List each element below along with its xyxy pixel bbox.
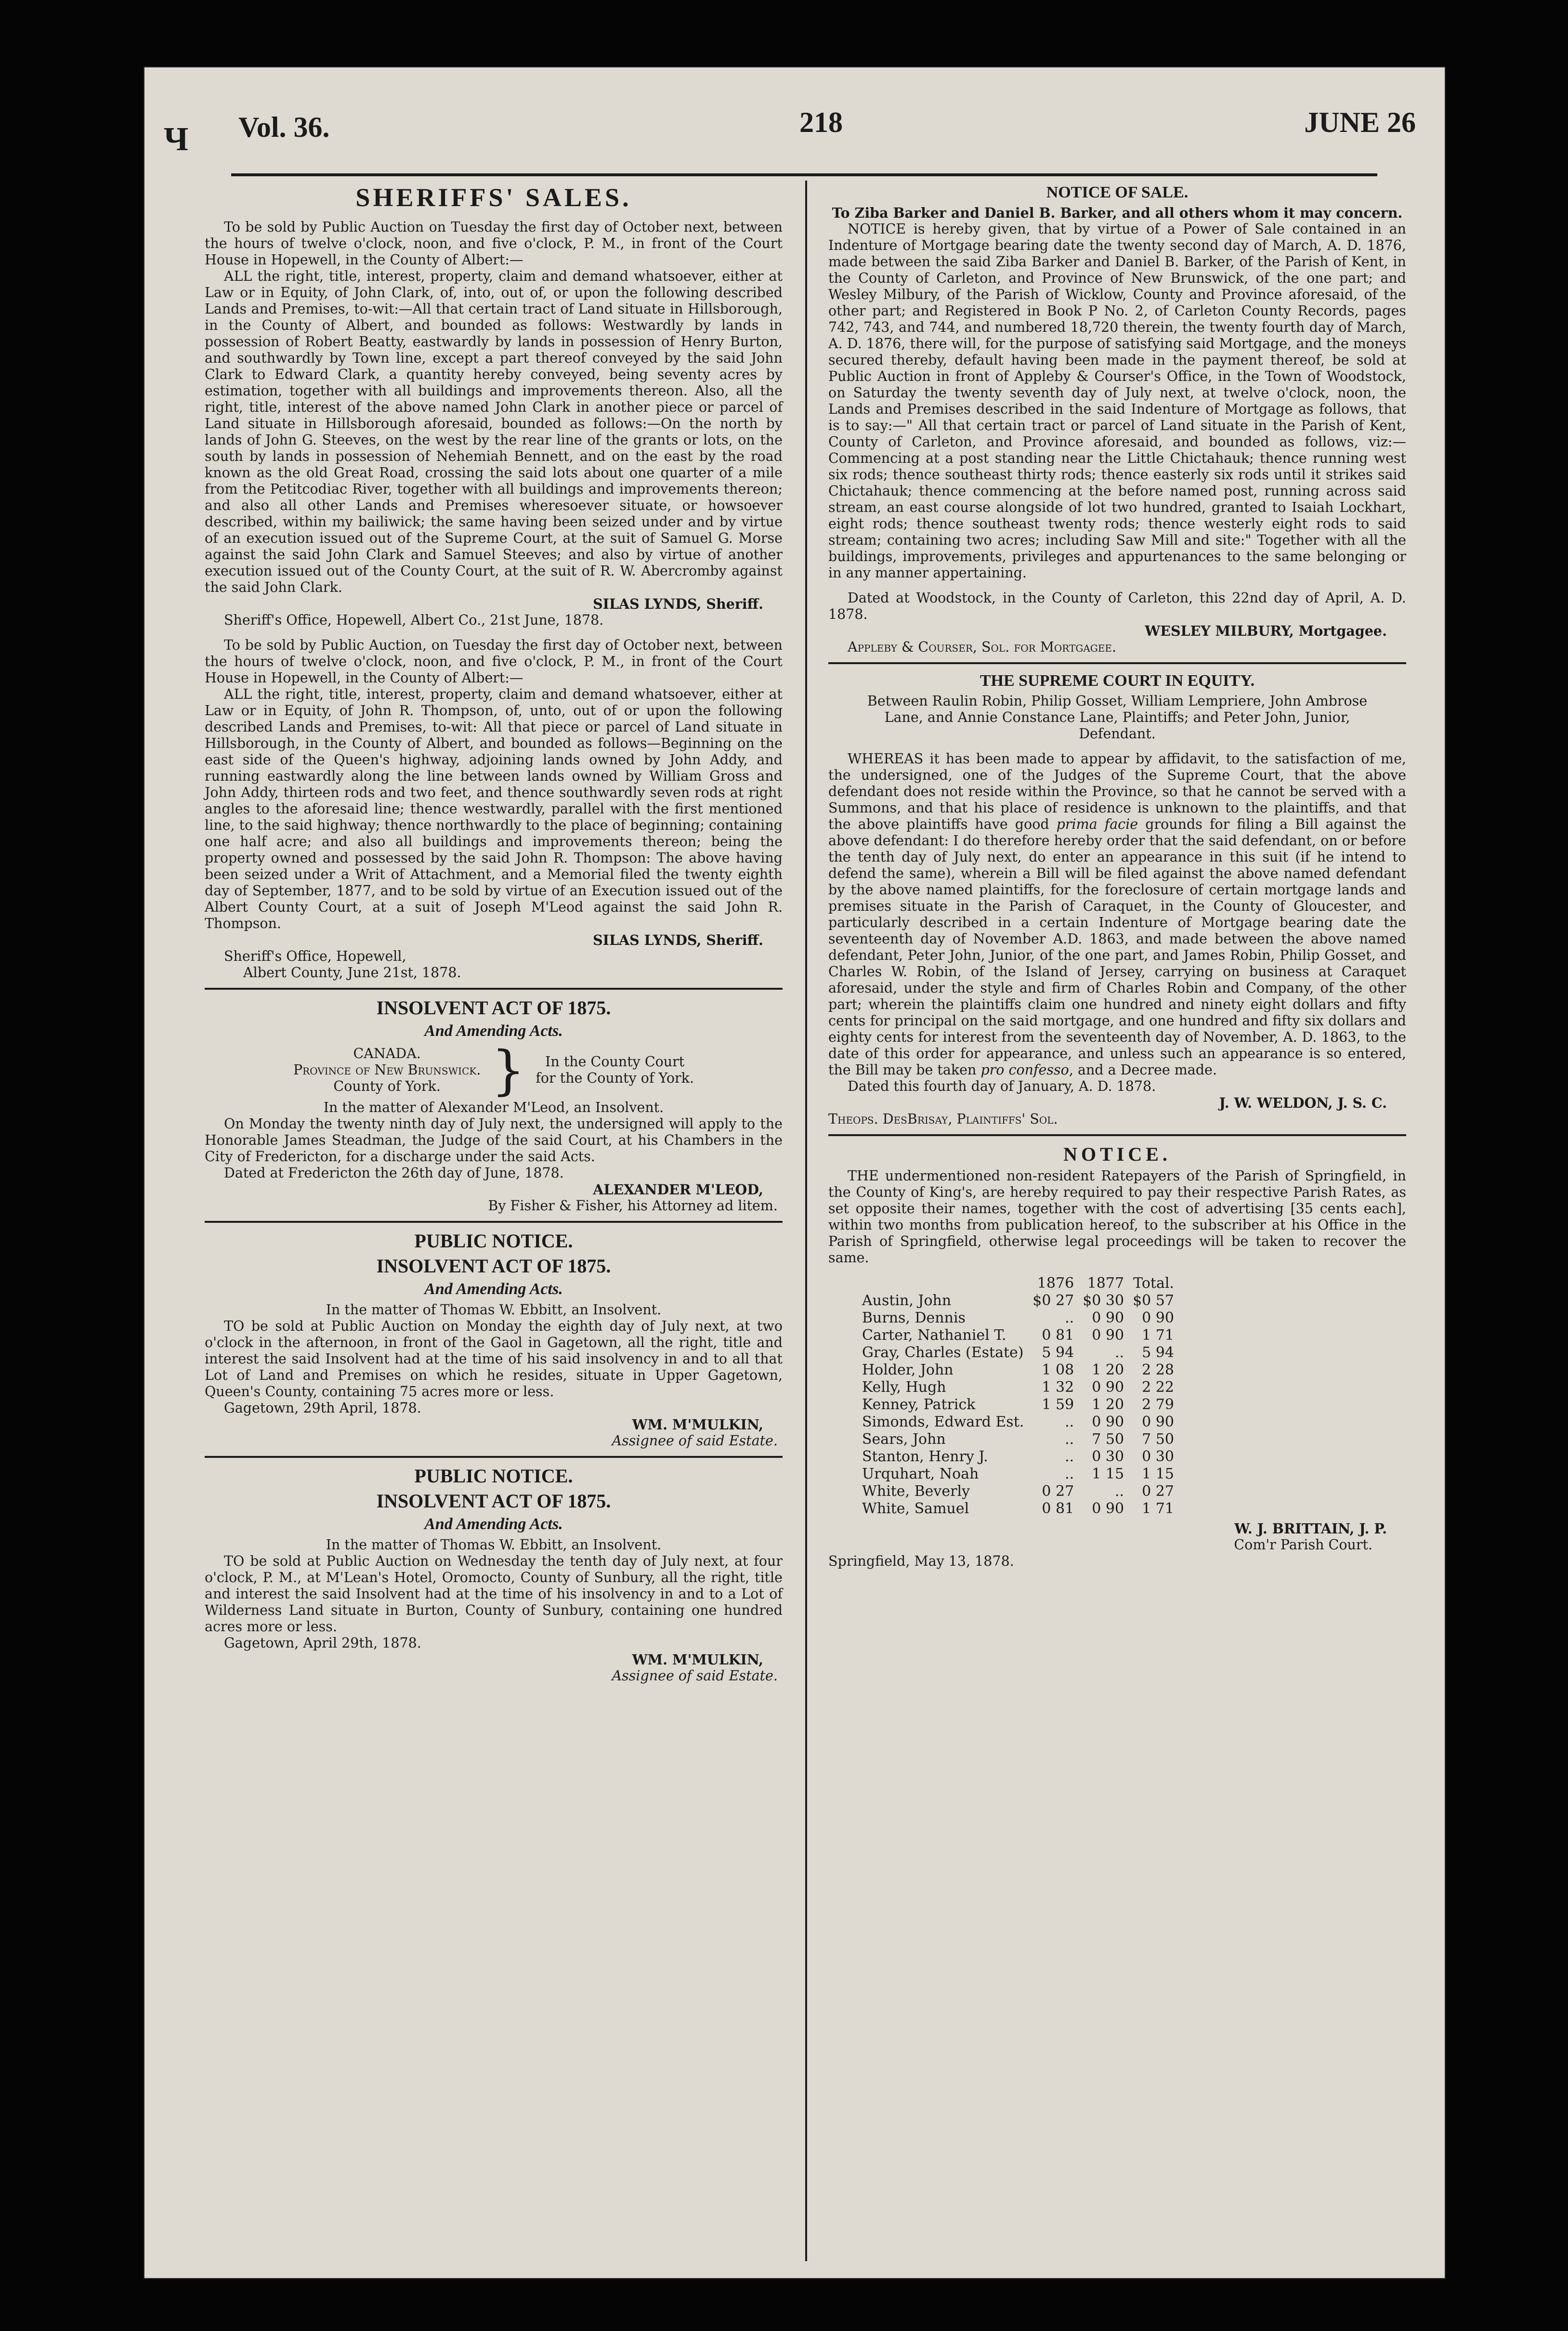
issue-date: JUNE 26 bbox=[1304, 106, 1416, 138]
public1-body: TO be sold at Public Auction on Monday the eighth day of July next, at two o'clock in the afternoon, in front of the Gaol in Gagetown, all the right, title and interest the said Insolvent had at the time of his said insolvency in and to all that Lot of Land and Premises on which he resides, situate in Upper Gagetown, Queen's County, containing 75 acres more or less. bbox=[205, 1318, 783, 1400]
rate-cell: 1 20 bbox=[1092, 1362, 1124, 1378]
table-row bbox=[862, 1344, 1183, 1362]
notice-of-sale-signature: WESLEY MILBURY, Mortgagee. bbox=[1145, 623, 1387, 639]
insolvent1-signature: ALEXANDER M'LEOD, bbox=[593, 1181, 763, 1198]
sale2-body: ALL the right, title, interest, property, claim and demand whatsoever, either at Law or in Equity, of John R. Thompson, of, unto, out of or upon the following described Lands and Premises, to-wit: All that piece or parcel of Land situate in Hillsborough, in the County of Albert, and bounded as follows—Beginning on the east side of the Queen's highway, adjoining lands owned by John Addy, and running eastwardly along the line between lands owned by William Gross and John Addy, thirteen rods and two feet, and thence southwardly seven rods at right angles to the aforesaid line; thence westwardly, parallel with the first mentioned line, to the said highway; thence northwardly to the place of beginning; containing one half acre; and also all buildings and improvements thereon; being the property owned and possessed by the said John R. Thompson: The above having been seized under a Writ of Attachment, and a Memorial filed the twenty eighth day of September, 1877, and to be sold by virtue of an Execution issued out of the Albert County Court, at a suit of Joseph M'Leod against the said John R. Thompson. bbox=[205, 686, 783, 931]
column-header: 1876 bbox=[1037, 1275, 1074, 1292]
rate-cell: 1 08 bbox=[1042, 1362, 1074, 1378]
supreme-court-title: THE SUPREME COURT IN EQUITY. bbox=[980, 672, 1255, 690]
rate-cell: 7 50 bbox=[1092, 1431, 1124, 1448]
table-row bbox=[862, 1466, 1183, 1483]
sale1-intro: To be sold by Public Auction on Tuesday the first day of October next, between the hours of twelve o'clock, noon, and five o'clock, P. M., in front of the Court House in Hopewell, in the County of Albert:— bbox=[205, 219, 783, 268]
insolvent1-subtitle: And Amending Acts. bbox=[424, 1022, 563, 1040]
notice-of-sale-title: NOTICE OF SALE. bbox=[1046, 183, 1189, 201]
ratepayer-name: Urquhart, Noah bbox=[862, 1466, 979, 1482]
supreme-body-part2: grounds for filing a Bill against the above defendant: I do therefore hereby order that the said defendant, on or before the tenth day of July next, do enter an appearance in this suit (if he intend to defend the same), wherein a Bill will be filed against the above named defendant by the above named plaintiffs, for the foreclosure of certain mortgage lands and premises situate in the Parish of Caraquet, in the County of Gloucester, and particularly described in a certain Indenture of Mortgage bearing date the seventeenth day of November A.D. 1863, and made between the above named defendant, Peter John, Junior, of the one part, and James Robin, Philip Gosset, and Charles W. Robin, of the Island of Jersey, carrying on business at Caraquet aforesaid, under the style and firm of Charles Robin and Company, of the other part; wherein the plaintiffs claim one hundred and ninety eight dollars and fifty cents for principal on the said mortgage, and one hundred and fifty six dollars and eighty cents for interest from the seventeenth day of November, A. D. 1863, to the date of this order for appearance, and unless such an appearance is so entered, the Bill may be taken bbox=[828, 816, 1406, 1078]
column-divider bbox=[805, 181, 807, 2261]
table-header-row bbox=[862, 1275, 1183, 1292]
court-province: Province of New Brunswick. bbox=[293, 1062, 481, 1078]
table-row bbox=[862, 1327, 1183, 1344]
insolvent1-dated: Dated at Fredericton the 26th day of June, 1878. bbox=[224, 1165, 564, 1181]
public2-dated: Gagetown, April 29th, 1878. bbox=[224, 1635, 421, 1651]
ratepayer-name: Simonds, Edward Est. bbox=[862, 1414, 1024, 1430]
rate-cell: 2 28 bbox=[1142, 1362, 1174, 1378]
rate-cell: .. bbox=[1065, 1310, 1074, 1326]
table-row bbox=[862, 1379, 1183, 1396]
rate-cell: 0 90 bbox=[1142, 1310, 1174, 1326]
ratepayers-signature: W. J. BRITTAIN, J. P. bbox=[1234, 1520, 1387, 1537]
sale1-office: Sheriff's Office, Hopewell, Albert Co., 21st June, 1878. bbox=[224, 612, 604, 628]
public2-matter: In the matter of Thomas W. Ebbitt, an Insolvent. bbox=[326, 1537, 662, 1553]
public2-role: Assignee of said Estate. bbox=[612, 1668, 778, 1684]
table-row bbox=[862, 1292, 1183, 1310]
supreme-court-parties: Between Raulin Robin, Philip Gosset, William Lempriere, John Ambrose Lane, and Annie Constance Lane, Plaintiffs; and Peter John, Junior, Defendant. bbox=[867, 693, 1368, 742]
public1-role: Assignee of said Estate. bbox=[612, 1433, 778, 1449]
supreme-body-italic2: pro confesso bbox=[980, 1062, 1069, 1078]
ratepayer-name: White, Beverly bbox=[862, 1483, 970, 1500]
table-row bbox=[862, 1431, 1183, 1448]
rate-cell: 2 22 bbox=[1142, 1379, 1174, 1396]
insolvent1-title: INSOLVENT ACT OF 1875. bbox=[376, 997, 611, 1019]
court-canada: CANADA. bbox=[353, 1046, 421, 1061]
rate-cell: 1 15 bbox=[1092, 1466, 1124, 1482]
rate-cell: 0 90 bbox=[1092, 1414, 1124, 1430]
sale2-signature: SILAS LYNDS, Sheriff. bbox=[593, 932, 763, 948]
separator bbox=[205, 1221, 783, 1223]
header-rule bbox=[231, 173, 1377, 176]
rate-cell: 0 30 bbox=[1142, 1448, 1174, 1465]
ratepayer-name: Carter, Nathaniel T. bbox=[862, 1327, 1006, 1344]
notice-of-sale-solicitor: Appleby & Courser, Sol. for Mortgagee. bbox=[848, 639, 1117, 655]
rate-cell: 0 81 bbox=[1042, 1500, 1074, 1517]
ratepayer-name: Stanton, Henry J. bbox=[862, 1448, 988, 1465]
ratepayer-name: Gray, Charles (Estate) bbox=[862, 1344, 1024, 1361]
supreme-court-signature: J. W. WELDON, J. S. C. bbox=[1219, 1095, 1387, 1111]
rate-cell: 0 90 bbox=[1142, 1414, 1174, 1430]
supreme-court-solicitor: Theops. DesBrisay, Plaintiffs' Sol. bbox=[828, 1111, 1058, 1127]
corner-mark: Ч bbox=[164, 121, 189, 158]
court-name1: In the County Court bbox=[545, 1054, 685, 1070]
notice-of-sale-dated: Dated at Woodstock, in the County of Carleton, this 22nd day of April, A. D. 1878. bbox=[828, 590, 1406, 622]
ratepayer-name: White, Samuel bbox=[862, 1500, 969, 1517]
rate-cell: $0 27 bbox=[1032, 1292, 1074, 1309]
notice-of-sale-body: NOTICE is hereby given, that by virtue of a Power of Sale contained in an Indenture of Mortgage bearing date the twenty second day of March, A. D. 1876, made between the said Ziba Barker and Daniel B. Barker, of the Parish of Kent, in the County of Carleton, and Province of New Brunswick, of the one part; and Wesley Milbury, of the Parish of Wicklow, County and Province aforesaid, of the other part; and Registered in Book P No. 2, of Carleton County Records, pages 742, 743, and 744, and numbered 18,720 therein, the twenty fourth day of March, A. D. 1876, there will, for the purpose of satisfying said Mortgage, and the moneys secured thereby, default having been made in the payment thereof, be sold at Public Auction in front of Appleby & Courser's Office, in the Town of Woodstock, on Saturday the twenty seventh day of July next, at twelve o'clock, noon, the Lands and Premises described in the said Indenture of Mortgage as follows, that is to say:—" All that certain tract or parcel of Land situate in the Parish of Kent, County of Carleton, and Province aforesaid, and bounded as follows, viz:—Commencing at a post standing near the Little Chictahauk; thence running west six rods; thence southeast thirty rods; thence easterly six rods until it strikes said Chictahauk; thence commencing at the before named post, running across said stream, an east course alongside of lot two hundred, granted to Isaiah Lockhart, eight rods; thence southeast twenty rods; thence westerly eight rods to said stream; containing two acres; including Saw Mill and site:" Together with all the buildings, improvements, privileges and appurtenances to the same belonging or in any manner appertaining. bbox=[828, 221, 1406, 581]
supreme-body-italic1: prima facie bbox=[1056, 816, 1138, 832]
public2-title: PUBLIC NOTICE. bbox=[414, 1465, 573, 1487]
separator bbox=[828, 662, 1406, 664]
public2-body: TO be sold at Public Auction on Wednesday the tenth day of July next, at four o'clock, P. M., at M'Lean's Hotel, Oromocto, County of Sunbury, all the right, title and interest the said Insolvent had at the time of his insolvency in and to a Lot of Wilderness Land situate in Burton, County of Sunbury, containing one hundred acres more or less. bbox=[205, 1553, 783, 1635]
supreme-body-part3: , and a Decree made. bbox=[1069, 1062, 1217, 1078]
rate-cell: 0 81 bbox=[1042, 1327, 1074, 1344]
rate-cell: .. bbox=[1065, 1431, 1074, 1448]
volume-number: Vol. 36. bbox=[238, 111, 330, 143]
rate-cell: .. bbox=[1115, 1344, 1124, 1361]
rate-cell: 1 20 bbox=[1092, 1396, 1124, 1413]
rate-cell: 5 94 bbox=[1042, 1344, 1074, 1361]
table-row bbox=[862, 1483, 1183, 1500]
ratepayer-name: Austin, John bbox=[862, 1292, 952, 1309]
ratepayers-dated: Springfield, May 13, 1878. bbox=[828, 1553, 1014, 1569]
sheriffs-sales-title: SHERIFFS' SALES. bbox=[355, 183, 632, 212]
ratepayer-name: Holder, John bbox=[862, 1362, 954, 1378]
public1-title: PUBLIC NOTICE. bbox=[414, 1230, 573, 1252]
rate-cell: 0 90 bbox=[1092, 1310, 1124, 1326]
newspaper-page bbox=[144, 67, 1445, 2278]
insolvent1-body: On Monday the twenty ninth day of July next, the undersigned will apply to the Honorable James Steadman, the Judge of the said Court, at his Chambers in the City of Fredericton, for a discharge under the said Acts. bbox=[205, 1116, 783, 1165]
column-header: 1877 bbox=[1087, 1275, 1124, 1292]
insolvent1-attorney: By Fisher & Fisher, his Attorney ad litem. bbox=[488, 1198, 778, 1214]
court-name2: for the County of York. bbox=[536, 1070, 694, 1086]
table-row bbox=[862, 1362, 1183, 1379]
rate-cell: .. bbox=[1065, 1466, 1074, 1482]
notice-of-sale-to: To Ziba Barker and Daniel B. Barker, and all others whom it may concern. bbox=[832, 205, 1403, 221]
rate-cell: 0 30 bbox=[1092, 1448, 1124, 1465]
separator bbox=[205, 988, 783, 990]
ratepayers-role: Com'r Parish Court. bbox=[1234, 1537, 1372, 1553]
court-county: County of York. bbox=[333, 1078, 441, 1094]
public2-subtitle: And Amending Acts. bbox=[424, 1515, 563, 1533]
sale2-intro: To be sold by Public Auction, on Tuesday the first day of October next, between the hours of twelve o'clock, noon, and five o'clock, P. M., in front of the Court House in Hopewell, in the County of Albert:— bbox=[205, 637, 783, 686]
supreme-court-dated: Dated this fourth day of January, A. D. 1878. bbox=[848, 1078, 1156, 1094]
rate-cell: 1 71 bbox=[1142, 1500, 1174, 1517]
ratepayer-name: Sears, John bbox=[862, 1431, 946, 1448]
supreme-body-part1: WHEREAS it has been made to appear by affidavit, to the satisfaction of me, the undersigned, one of the Judges of the Supreme Court, that the above defendant does not reside within the Province, so that he cannot be served with a Summons, and that his place of residence is unknown to the plaintiffs, and that the above plaintiffs have good bbox=[828, 751, 1406, 832]
public2-act: INSOLVENT ACT OF 1875. bbox=[376, 1490, 611, 1512]
rate-cell: 1 71 bbox=[1142, 1327, 1174, 1344]
column-header: Total. bbox=[1133, 1275, 1174, 1292]
rate-cell: 1 59 bbox=[1042, 1396, 1074, 1413]
page-number: 218 bbox=[799, 106, 843, 138]
rate-cell: .. bbox=[1065, 1414, 1074, 1430]
ratepayers-body: THE undermentioned non-resident Ratepayers of the Parish of Springfield, in the County of King's, are hereby required to pay their respective Parish Rates, as set opposite their names, together with the cost of advertising [35 cents each], within two months from publication hereof, to the subscriber at his Office in the Parish of Springfield, otherwise legal proceedings will be taken to recover the same. bbox=[828, 1168, 1406, 1266]
table-row bbox=[862, 1448, 1183, 1466]
rate-cell: $0 30 bbox=[1083, 1292, 1124, 1309]
ratepayer-name: Burns, Dennis bbox=[862, 1310, 966, 1326]
sale2-office-line1: Sheriff's Office, Hopewell, bbox=[224, 948, 406, 964]
right-column bbox=[828, 181, 1406, 1570]
table-row bbox=[862, 1500, 1183, 1518]
rate-cell: 1 32 bbox=[1042, 1379, 1074, 1396]
court-brace: } bbox=[491, 1039, 525, 1101]
rate-cell: 1 15 bbox=[1142, 1466, 1174, 1482]
public1-dated: Gagetown, 29th April, 1878. bbox=[224, 1400, 421, 1416]
rate-cell: 0 27 bbox=[1042, 1483, 1074, 1500]
sale1-signature: SILAS LYNDS, Sheriff. bbox=[593, 596, 763, 612]
rate-cell: 2 79 bbox=[1142, 1396, 1174, 1413]
rate-cell: $0 57 bbox=[1133, 1292, 1174, 1309]
sale2-office-line2: Albert County, June 21st, 1878. bbox=[243, 965, 461, 981]
public1-subtitle: And Amending Acts. bbox=[424, 1280, 563, 1298]
ratepayer-name: Kelly, Hugh bbox=[862, 1379, 946, 1396]
rate-cell: 0 90 bbox=[1092, 1327, 1124, 1344]
court-caption bbox=[205, 1039, 783, 1101]
rate-cell: 5 94 bbox=[1142, 1344, 1174, 1361]
sale1-body: ALL the right, title, interest, property, claim and demand whatsoever, either at Law or in Equity, of John Clark, of, into, out of, or upon the following described Lands and Premises, to-wit:—All that certain tract of Land situate in Hillsborough, in the County of Albert, and bounded as follows: Westwardly by lands in possession of Robert Beatty, eastwardly by lands in possession of Henry Burton, and southwardly by Town line, except a part thereof conveyed by the said John Clark to Edward Clark, a quantity hereby conveyed, being seventy acres by estimation, together with all buildings and improvements thereon. Also, all the right, title, interest of the above named John Clark in another piece or parcel of Land situate in Hillsborough aforesaid, bounded as follows:—On the north by lands of John G. Steeves, on the west by the rear line of the grants or lots, on the south by lands in possession of Nehemiah Bennett, and on the east by the road known as the old Great Road, crossing the said lots about one quarter of a mile from the Petitcodiac River, together with all buildings and improvements thereon; and also all other Lands and Premises wheresoever situate, or howsoever described, within my bailiwick; the same having been seized under and by virtue of an execution issued out of the Supreme Court, at the suit of Samuel G. Morse against the said John Clark and Samuel Steeves; and also by virtue of another execution issued out of the County Court, at the suit of R. W. Abercromby against the said John Clark. bbox=[205, 268, 783, 595]
rate-cell: .. bbox=[1065, 1448, 1074, 1465]
table-row bbox=[862, 1396, 1183, 1414]
rate-cell: 7 50 bbox=[1142, 1431, 1174, 1448]
rate-cell: 0 90 bbox=[1092, 1379, 1124, 1396]
insolvent1-matter: In the matter of Alexander M'Leod, an Insolvent. bbox=[323, 1100, 664, 1115]
table-row bbox=[862, 1310, 1183, 1327]
public1-signature: WM. M'MULKIN, bbox=[632, 1416, 763, 1433]
supreme-court-body bbox=[828, 751, 1406, 1078]
separator bbox=[828, 1134, 1406, 1136]
public1-act: INSOLVENT ACT OF 1875. bbox=[376, 1255, 611, 1277]
rate-cell: 0 90 bbox=[1092, 1500, 1124, 1517]
table-row bbox=[862, 1414, 1183, 1431]
left-column bbox=[205, 181, 783, 1684]
ratepayer-name: Kenney, Patrick bbox=[862, 1396, 976, 1413]
public2-signature: WM. M'MULKIN, bbox=[632, 1651, 763, 1668]
ratepayers-table bbox=[862, 1275, 1183, 1518]
public1-matter: In the matter of Thomas W. Ebbitt, an Insolvent. bbox=[326, 1302, 662, 1318]
separator bbox=[205, 1456, 783, 1458]
page-header bbox=[164, 101, 1435, 173]
column-header bbox=[862, 1275, 1032, 1292]
ratepayers-title: NOTICE. bbox=[1063, 1143, 1171, 1165]
rate-cell: 0 27 bbox=[1142, 1483, 1174, 1500]
rate-cell: .. bbox=[1115, 1483, 1124, 1500]
